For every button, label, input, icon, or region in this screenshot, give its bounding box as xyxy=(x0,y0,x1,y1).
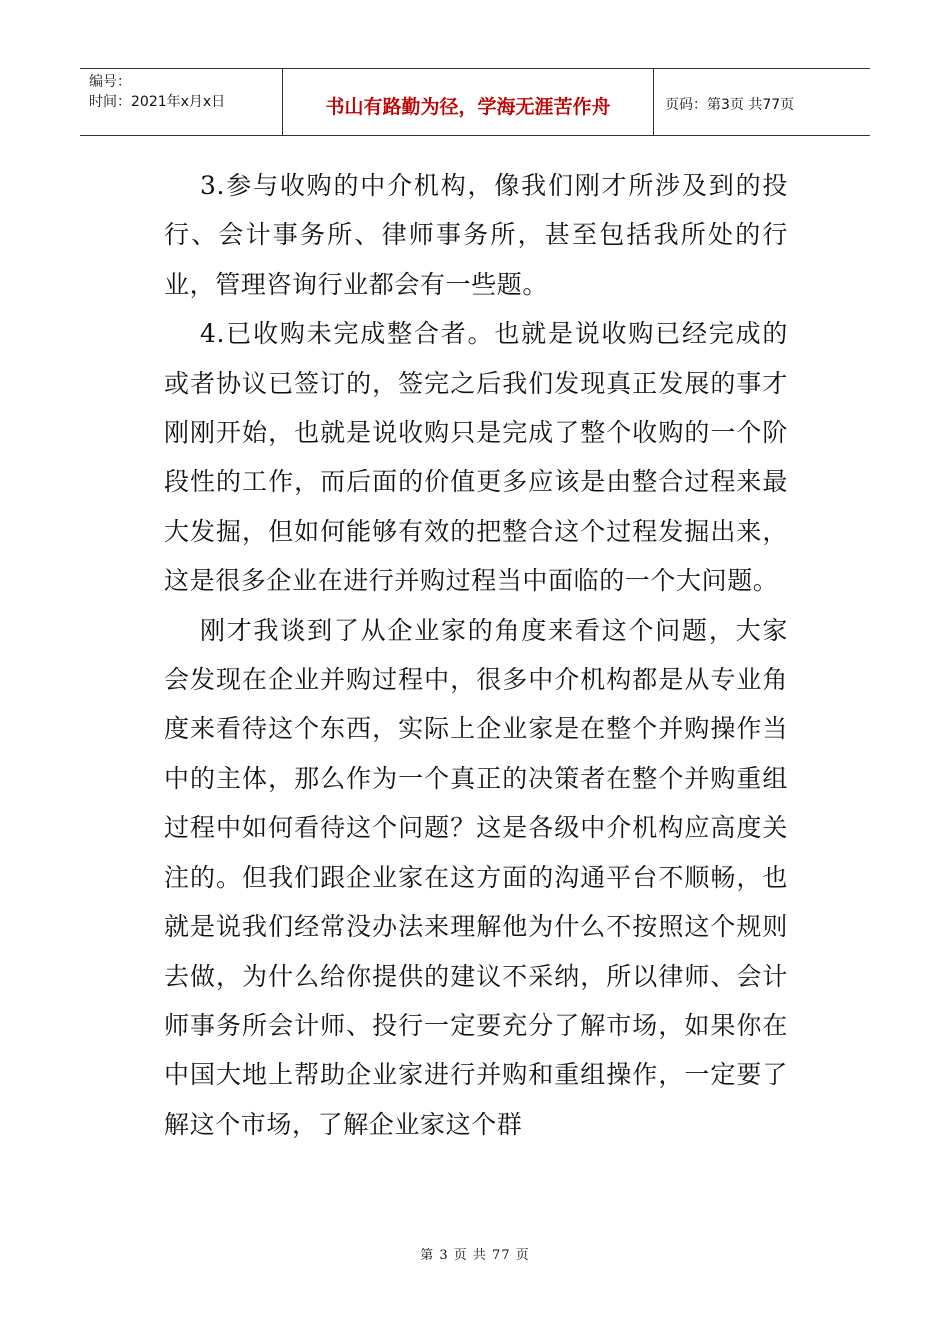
date-label: 时间：2021年x月x日 xyxy=(89,94,226,110)
paragraph: 4.已收购未完成整合者。也就是说收购已经完成的或者协议已签订的，签完之后我们发现真正发展的事才刚刚开始，也就是说收购只是完成了整个收购的一个阶段性的工作，而后面的价值更多应该是由整合过程来最大发掘，但如何能够有效的把整合这个过程发掘出来，这是很多企业在进行并购过程当中面临的一个大问题。 xyxy=(164,319,788,596)
document-body xyxy=(164,161,788,1149)
serial-number-label: 编号： xyxy=(89,74,131,90)
header-page-info: 页码：第3页 共77页 xyxy=(665,97,795,113)
paragraph: 3.参与收购的中介机构，像我们刚才所涉及到的投行、会计事务所、律师事务所，甚至包括我所处的行业，管理咨询行业都会有一些题。 xyxy=(164,171,788,299)
page-header xyxy=(80,68,870,136)
page-footer: 第 3 页 共 77 页 xyxy=(420,1248,530,1263)
header-motto: 书山有路勤为径，学海无涯苦作舟 xyxy=(283,69,654,135)
header-meta xyxy=(80,69,283,135)
paragraph: 刚才我谈到了从企业家的角度来看这个问题，大家会发现在企业并购过程中，很多中介机构都是从专业角度来看待这个东西，实际上企业家是在整个并购操作当中的主体，那么作为一个真正的决策者在整个并购重组过程中如何看待这个问题？这是各级中介机构应高度关注的。但我们跟企业家在这方面的沟通平台不顺畅，也就是说我们经常没办法来理解他为什么不按照这个规则去做，为什么给你提供的建议不采纳，所以律师、会计师事务所会计师、投行一定要充分了解市场，如果你在中国大地上帮助企业家进行并购和重组操作，一定要了解这个市场，了解企业家这个群 xyxy=(164,615,788,1139)
